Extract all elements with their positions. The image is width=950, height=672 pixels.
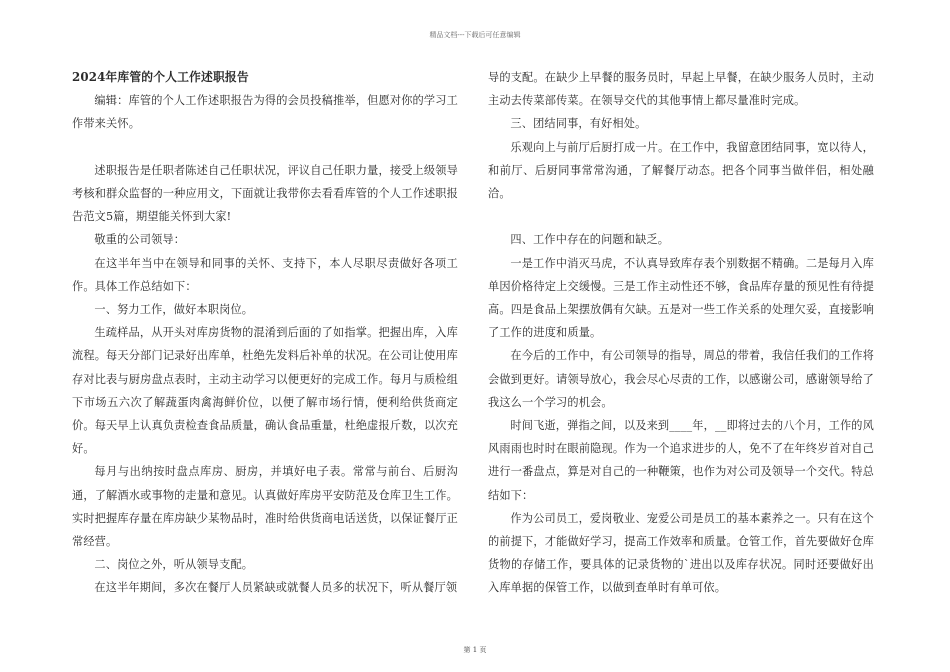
blank-line	[72, 136, 458, 159]
section-4-paragraph-2: 在今后的工作中，有公司领导的指导，周总的带着，我信任我们的工作将会做到更好。请领导放心，我会尽心尽责的工作，以感谢公司，感谢领导给了我这么一个学习的机会。	[488, 349, 874, 409]
section-heading-4: 四、工作中存在的问题和缺乏。	[510, 233, 670, 247]
document-title: 2024年库管的个人工作述职报告	[72, 70, 249, 84]
section-heading-3: 三、团结同事，有好相处。	[510, 117, 647, 131]
blank-line	[488, 205, 874, 228]
left-column	[72, 66, 458, 600]
right-column	[488, 66, 874, 600]
section-heading-2: 二、岗位之外，听从领导支配。	[94, 558, 254, 572]
section-heading-1: 一、努力工作，做好本职岗位。	[94, 303, 254, 317]
editor-note: 编辑：库管的个人工作述职报告为得的会员投稿推举，但愿对你的学习工作带来关怀。	[72, 94, 458, 131]
section-2-continuation: 导的支配。在缺少上早餐的服务员时，早起上早餐，在缺少服务人员时，主动主动去传菜部传菜。在领导交代的其他事情上都尽量准时完成。	[488, 71, 874, 108]
salutation: 敬重的公司领导：	[94, 233, 186, 247]
section-1-paragraph-2: 每月与出纳按时盘点库房、厨房，并填好电子表。常常与前台、后厨沟通，了解酒水或事物的走量和意见。认真做好库房平安防范及仓库卫生工作。实时把握库存量在库房缺少某物品时，准时给供货商电话送货，以保证餐厅正常经营。	[72, 465, 458, 549]
section-4-paragraph-1: 一是工作中消灭马虎，不认真导致库存表个别数据不精确。二是每月入库单因价格待定上交缓慢。三是工作主动性还不够，食品库存量的预见性有待提高。四是食品上架摆放偶有欠缺。五是对一些工作关系的处理欠妥，直接影响了工作的进度和质量。	[488, 256, 874, 340]
section-3-paragraph: 乐观向上与前厅后厨打成一片。在工作中，我留意团结同事，宽以待人，和前厅、后厨同事常常沟通，了解餐厅动态。把各个同事当做伴侣，相处融洽。	[488, 140, 874, 201]
intro-paragraph: 述职报告是任职者陈述自己任职状况，评议自己任职力量，接受上级领导考核和群众监督的一种应用文，下面就让我带你去看看库管的个人工作述职报告范文5篇，期望能关怀到大家!	[72, 163, 458, 224]
section-1-paragraph-1: 生疏样品，从开头对库房货物的混淆到后面的了如指掌。把握出库，入库流程。每天分部门记录好出库单，杜绝先发料后补单的状况。在公司让使用库存对比表与厨房盘点表时，主动主动学习以便更好的完成工作。每月与质检组下市场五六次了解蔬蛋肉禽海鲜价位，以便了解市场行情，便利给供货商定价。每天早上认真负责检查食品质量，确认食品重量，杜绝虚报斤数，以次充好。	[72, 326, 458, 456]
page-header: 精品文档---下载后可任意编辑	[429, 31, 521, 39]
page-number: 第 1 页	[463, 646, 487, 654]
section-2-paragraph: 在这半年期间，多次在餐厅人员紧缺或就餐人员多的状况下，听从餐厅领	[94, 581, 458, 595]
summary-intro: 在这半年当中在领导和同事的关怀、支持下，本人尽职尽责做好各项工作。具体工作总结如下：	[72, 256, 458, 293]
second-report-intro: 时间飞逝，弹指之间，以及来到____年，__即将过去的八个月，工作的风风雨雨也时时在眼前隐现。作为一个追求进步的人，免不了在年终岁首对自己进行一番盘点，算是对自己的一种鞭策，也作为对公司及领导一个交代。特总结如下：	[488, 419, 874, 502]
second-report-paragraph: 作为公司员工，爱岗敬业、宠爱公司是员工的基本素养之一。只有在这个的前提下，才能做好学习，提高工作效率和质量。仓管工作，首先要做好仓库货物的存储工作，要具体的记录货物的`进出以及库存状况。同时还要做好出入库单据的保管工作，以做到查单时有单可依。	[488, 511, 874, 595]
